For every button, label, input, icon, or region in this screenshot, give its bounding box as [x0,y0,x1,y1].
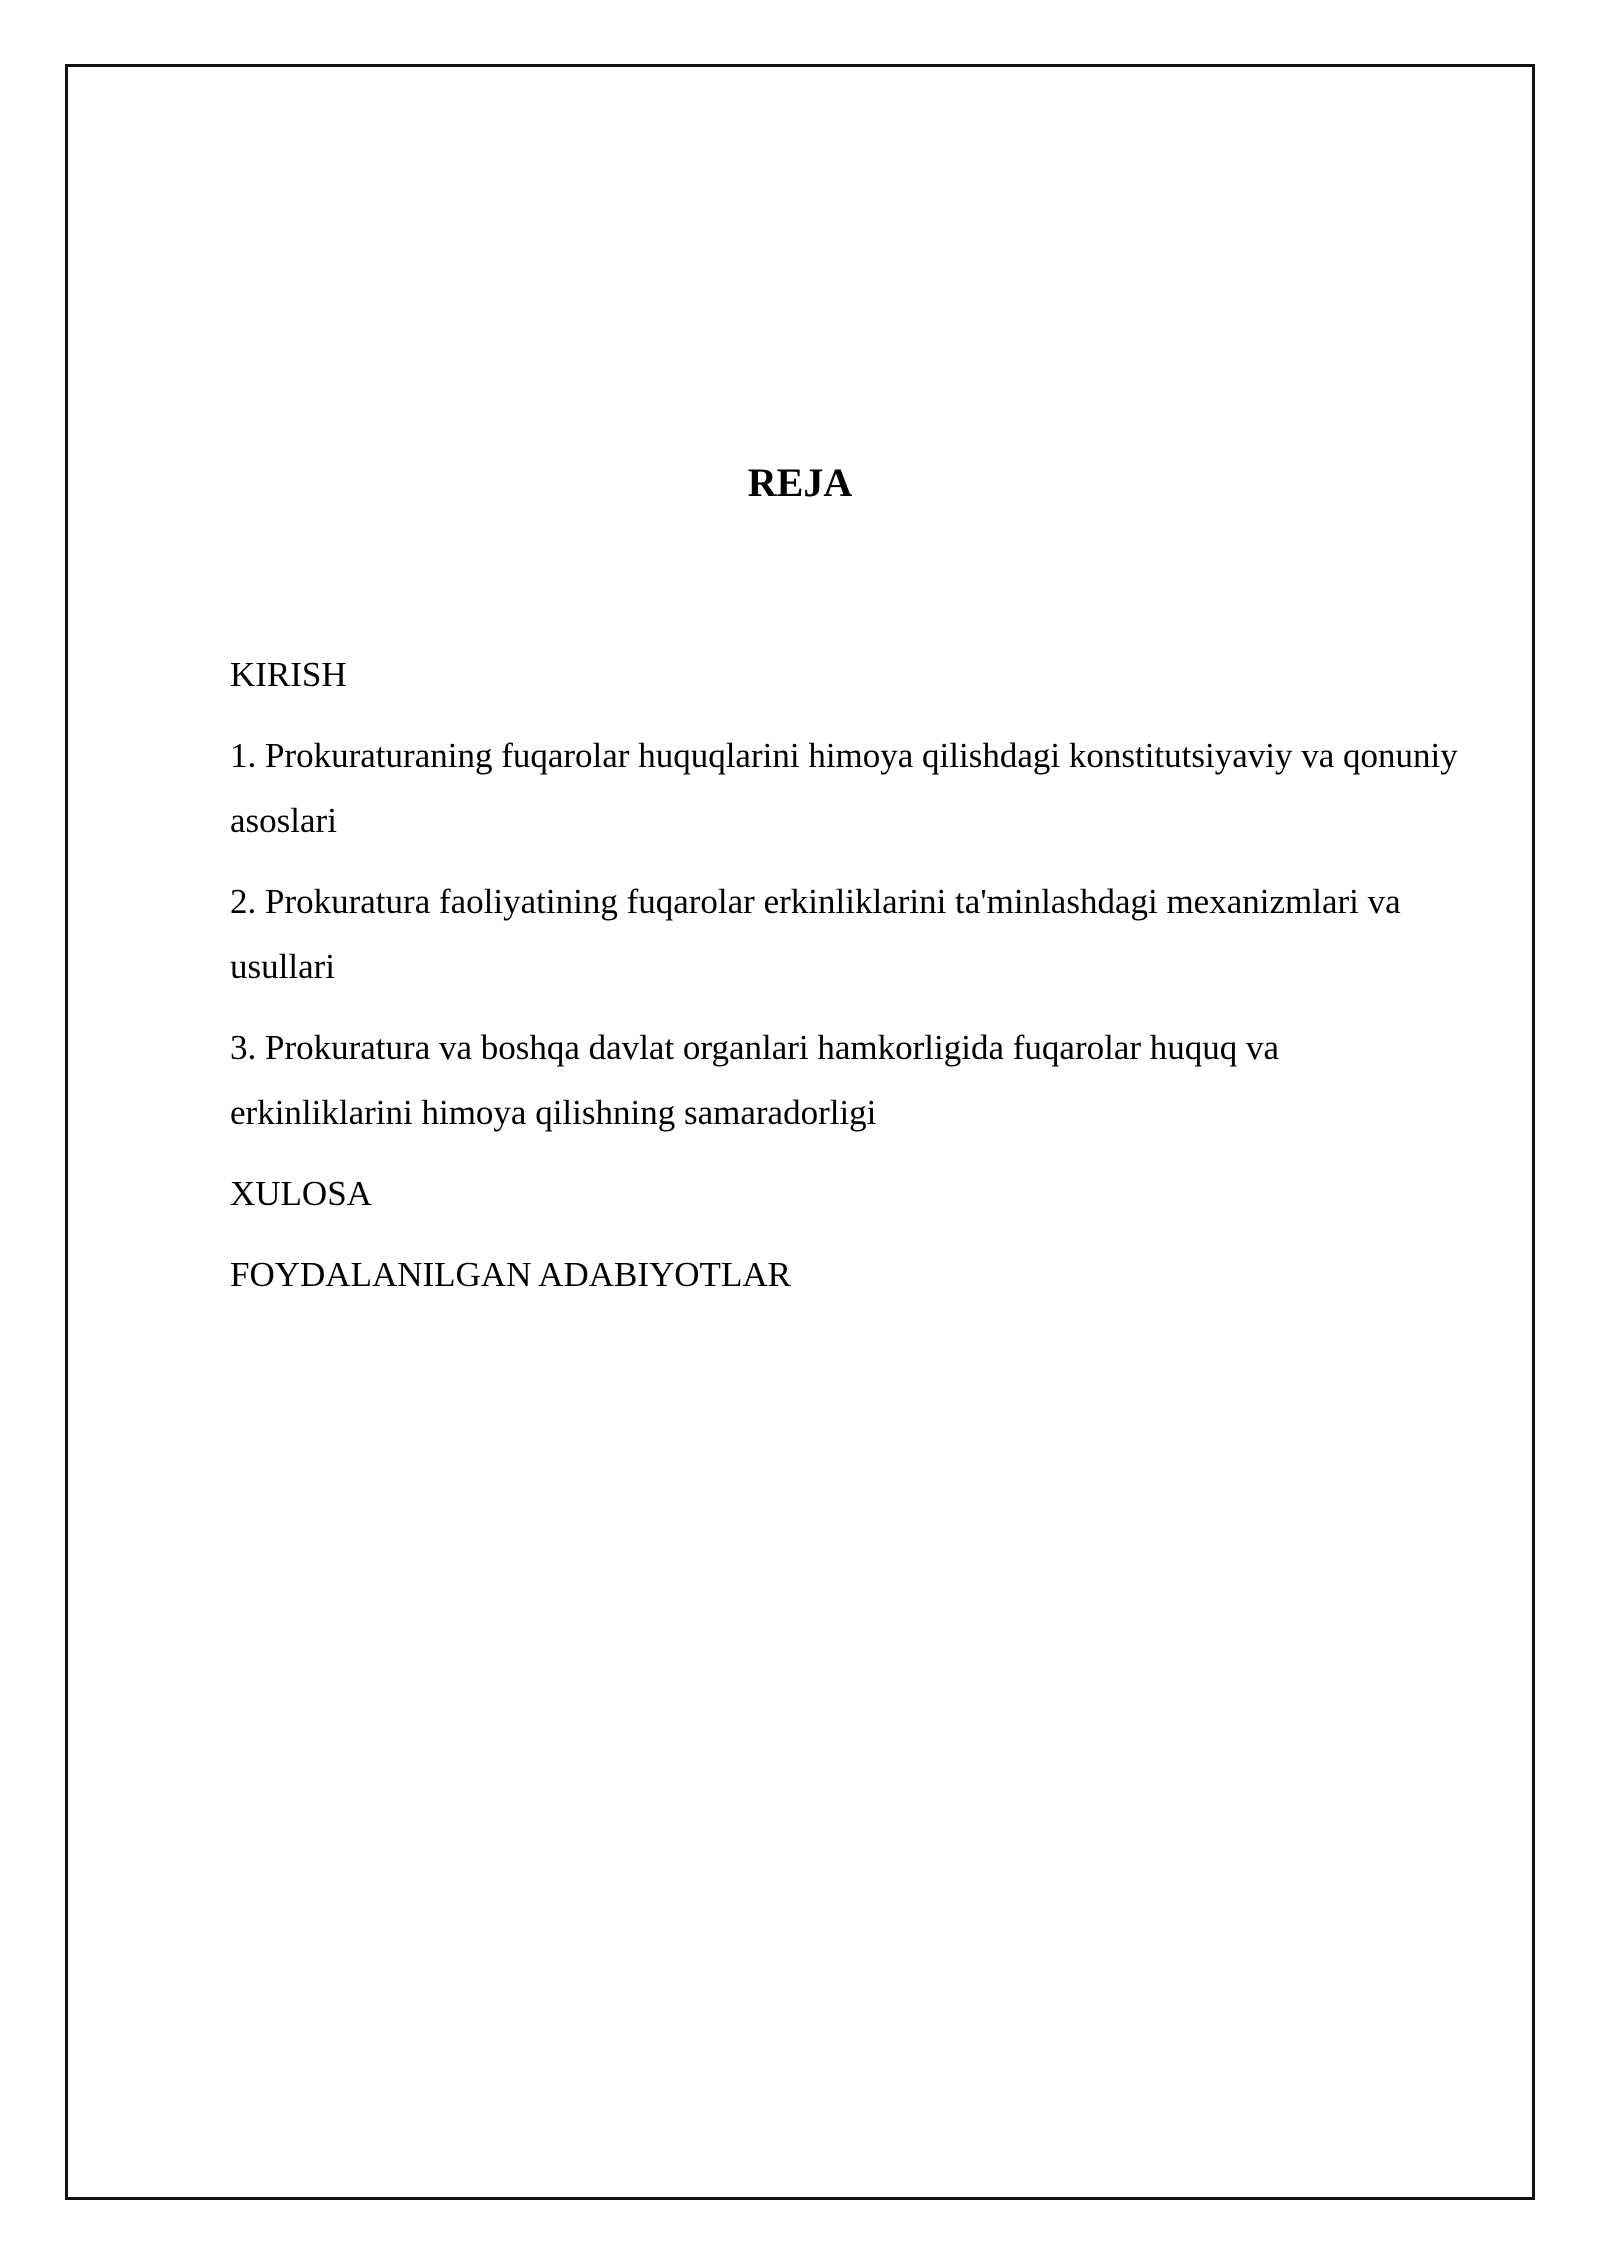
toc-item-section-3: 3. Prokuratura va boshqa davlat organlari hamkorligida fuqarolar huquq va erkinliklarini himoya qilishning samaradorligi [230,1028,1280,1132]
toc-item-conclusion: XULOSA [230,1174,372,1213]
table-of-contents [230,642,1470,1323]
page-title: REJA [747,460,853,505]
toc-item-section-2: 2. Prokuratura faoliyatining fuqarolar erkinliklarini ta'minlashdagi mexanizmlari va usullari [230,882,1401,986]
toc-item-section-1: 1. Prokuraturaning fuqarolar huquqlarini himoya qilishdagi konstitutsiyaviy va qonuniy asoslari [230,736,1458,840]
toc-item-introduction: KIRISH [230,655,347,694]
toc-item-references: FOYDALANILGAN ADABIYOTLAR [230,1255,791,1294]
